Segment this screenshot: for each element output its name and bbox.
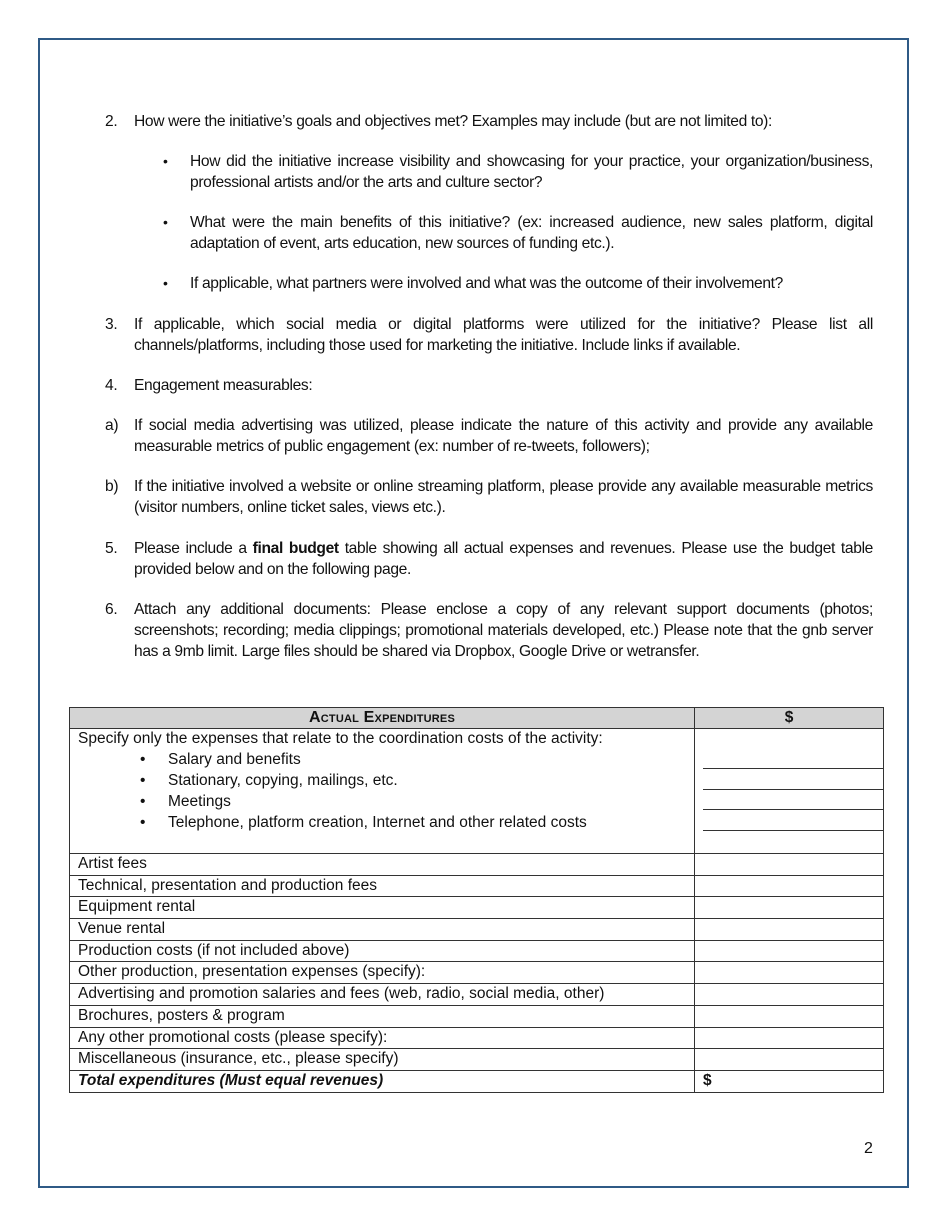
question-4-text: Engagement measurables: — [134, 377, 313, 394]
question-5-bold-term: final budget — [252, 540, 339, 557]
list-item: • Stationary, copying, mailings, etc. — [168, 770, 694, 791]
bullet-partners: If applicable, what partners were involved and what was the outcome of their involvement? — [190, 275, 783, 292]
total-amount-field[interactable]: $ — [695, 1070, 884, 1092]
question-6-number: 6. — [105, 601, 118, 618]
row-label: Brochures, posters & program — [70, 1005, 695, 1027]
question-4a-text: If social media advertising was utilized, please indicate the nature of this activity and provide any available measurable metrics of public engagement (ex: number of re-tweets, followers); — [134, 417, 873, 455]
amount-header: $ — [695, 708, 884, 729]
amount-field[interactable] — [695, 940, 884, 962]
expenditures-header: Actual Expenditures — [70, 708, 695, 729]
expenditures-table — [69, 707, 884, 1093]
question-4-number: 4. — [105, 377, 118, 394]
table-row — [70, 854, 884, 876]
table-header-row — [70, 708, 884, 729]
table-row — [70, 940, 884, 962]
question-4a-number: a) — [105, 417, 119, 434]
bullet-visibility: How did the initiative increase visibility and showcasing for your practice, your organization/business, professional artists and/or the arts and culture sector? — [190, 153, 873, 191]
total-label: Total expenditures (Must equal revenues) — [70, 1070, 695, 1092]
coordination-row — [70, 729, 884, 854]
amount-field[interactable] — [695, 919, 884, 941]
total-row — [70, 1070, 884, 1092]
row-label: Advertising and promotion salaries and fees (web, radio, social media, other) — [70, 984, 695, 1006]
amount-field[interactable] — [695, 875, 884, 897]
coordination-amount-cells — [703, 729, 883, 853]
question-2-text: How were the initiative’s goals and objectives met? Examples may include (but are not limited to): — [134, 113, 772, 130]
list-item: • Salary and benefits — [168, 749, 694, 770]
row-label: Production costs (if not included above) — [70, 940, 695, 962]
coordination-list — [78, 749, 694, 833]
row-label: Equipment rental — [70, 897, 695, 919]
question-5-text-start: Please include a — [134, 540, 253, 557]
row-label: Artist fees — [70, 854, 695, 876]
amount-field[interactable] — [695, 1027, 884, 1049]
table-row — [70, 897, 884, 919]
amount-field-salary[interactable] — [703, 729, 883, 769]
page-number: 2 — [864, 1140, 873, 1157]
bullet-benefits: What were the main benefits of this initiative? (ex: increased audience, new sales platform, digital adaptation of event, arts education, new sources of funding etc.). — [190, 214, 873, 252]
bullet-icon: • — [163, 214, 168, 230]
list-item: • Telephone, platform creation, Internet and other related costs — [168, 812, 694, 833]
amount-field-stationary[interactable] — [703, 769, 883, 790]
question-2-number: 2. — [105, 113, 118, 130]
amount-field[interactable] — [695, 854, 884, 876]
question-4b-text: If the initiative involved a website or online streaming platform, please provide any available measurable metrics (visitor numbers, online ticket sales, views etc.). — [134, 478, 873, 516]
table-row — [70, 1027, 884, 1049]
row-label: Any other promotional costs (please specify): — [70, 1027, 695, 1049]
table-row — [70, 919, 884, 941]
table-row — [70, 984, 884, 1006]
amount-field-telephone[interactable] — [703, 810, 883, 831]
amount-field[interactable] — [695, 1005, 884, 1027]
amount-field[interactable] — [695, 984, 884, 1006]
question-3-text: If applicable, which social media or digital platforms were utilized for the initiative? Please list all channels/platforms, including those used for marketing the initiative. Include links if available. — [134, 316, 873, 354]
table-row — [70, 1049, 884, 1071]
table-row — [70, 962, 884, 984]
row-label: Technical, presentation and production fees — [70, 875, 695, 897]
amount-field[interactable] — [695, 962, 884, 984]
question-4b-number: b) — [105, 478, 119, 495]
amount-field[interactable] — [695, 897, 884, 919]
question-5-text-end: table showing all actual expenses and revenues. Please use the budget table provided below and on the following page. — [134, 540, 873, 578]
coordination-amounts — [695, 729, 884, 854]
question-5-text — [134, 538, 873, 580]
question-5-number: 5. — [105, 540, 118, 557]
row-label: Venue rental — [70, 919, 695, 941]
bullet-icon: • — [163, 275, 168, 291]
row-label: Miscellaneous (insurance, etc., please specify) — [70, 1049, 695, 1071]
amount-field[interactable] — [695, 1049, 884, 1071]
row-label: Other production, presentation expenses (specify): — [70, 962, 695, 984]
amount-field-meetings[interactable] — [703, 790, 883, 811]
coordination-cell — [70, 729, 695, 854]
question-3-number: 3. — [105, 316, 118, 333]
list-item: • Meetings — [168, 791, 694, 812]
amount-field-extra[interactable] — [703, 831, 883, 852]
bullet-icon: • — [163, 153, 168, 169]
question-6-text: Attach any additional documents: Please enclose a copy of any relevant support documents (photos; screenshots; recording; media clippings; promotional materials developed, etc.) Please note that the gnb server has a 9mb limit. Large files should be shared via Dropbox, Google Drive or wetransfer. — [134, 601, 873, 660]
coordination-intro: Specify only the expenses that relate to the coordination costs of the activity: — [78, 730, 603, 747]
table-row — [70, 1005, 884, 1027]
table-row — [70, 875, 884, 897]
